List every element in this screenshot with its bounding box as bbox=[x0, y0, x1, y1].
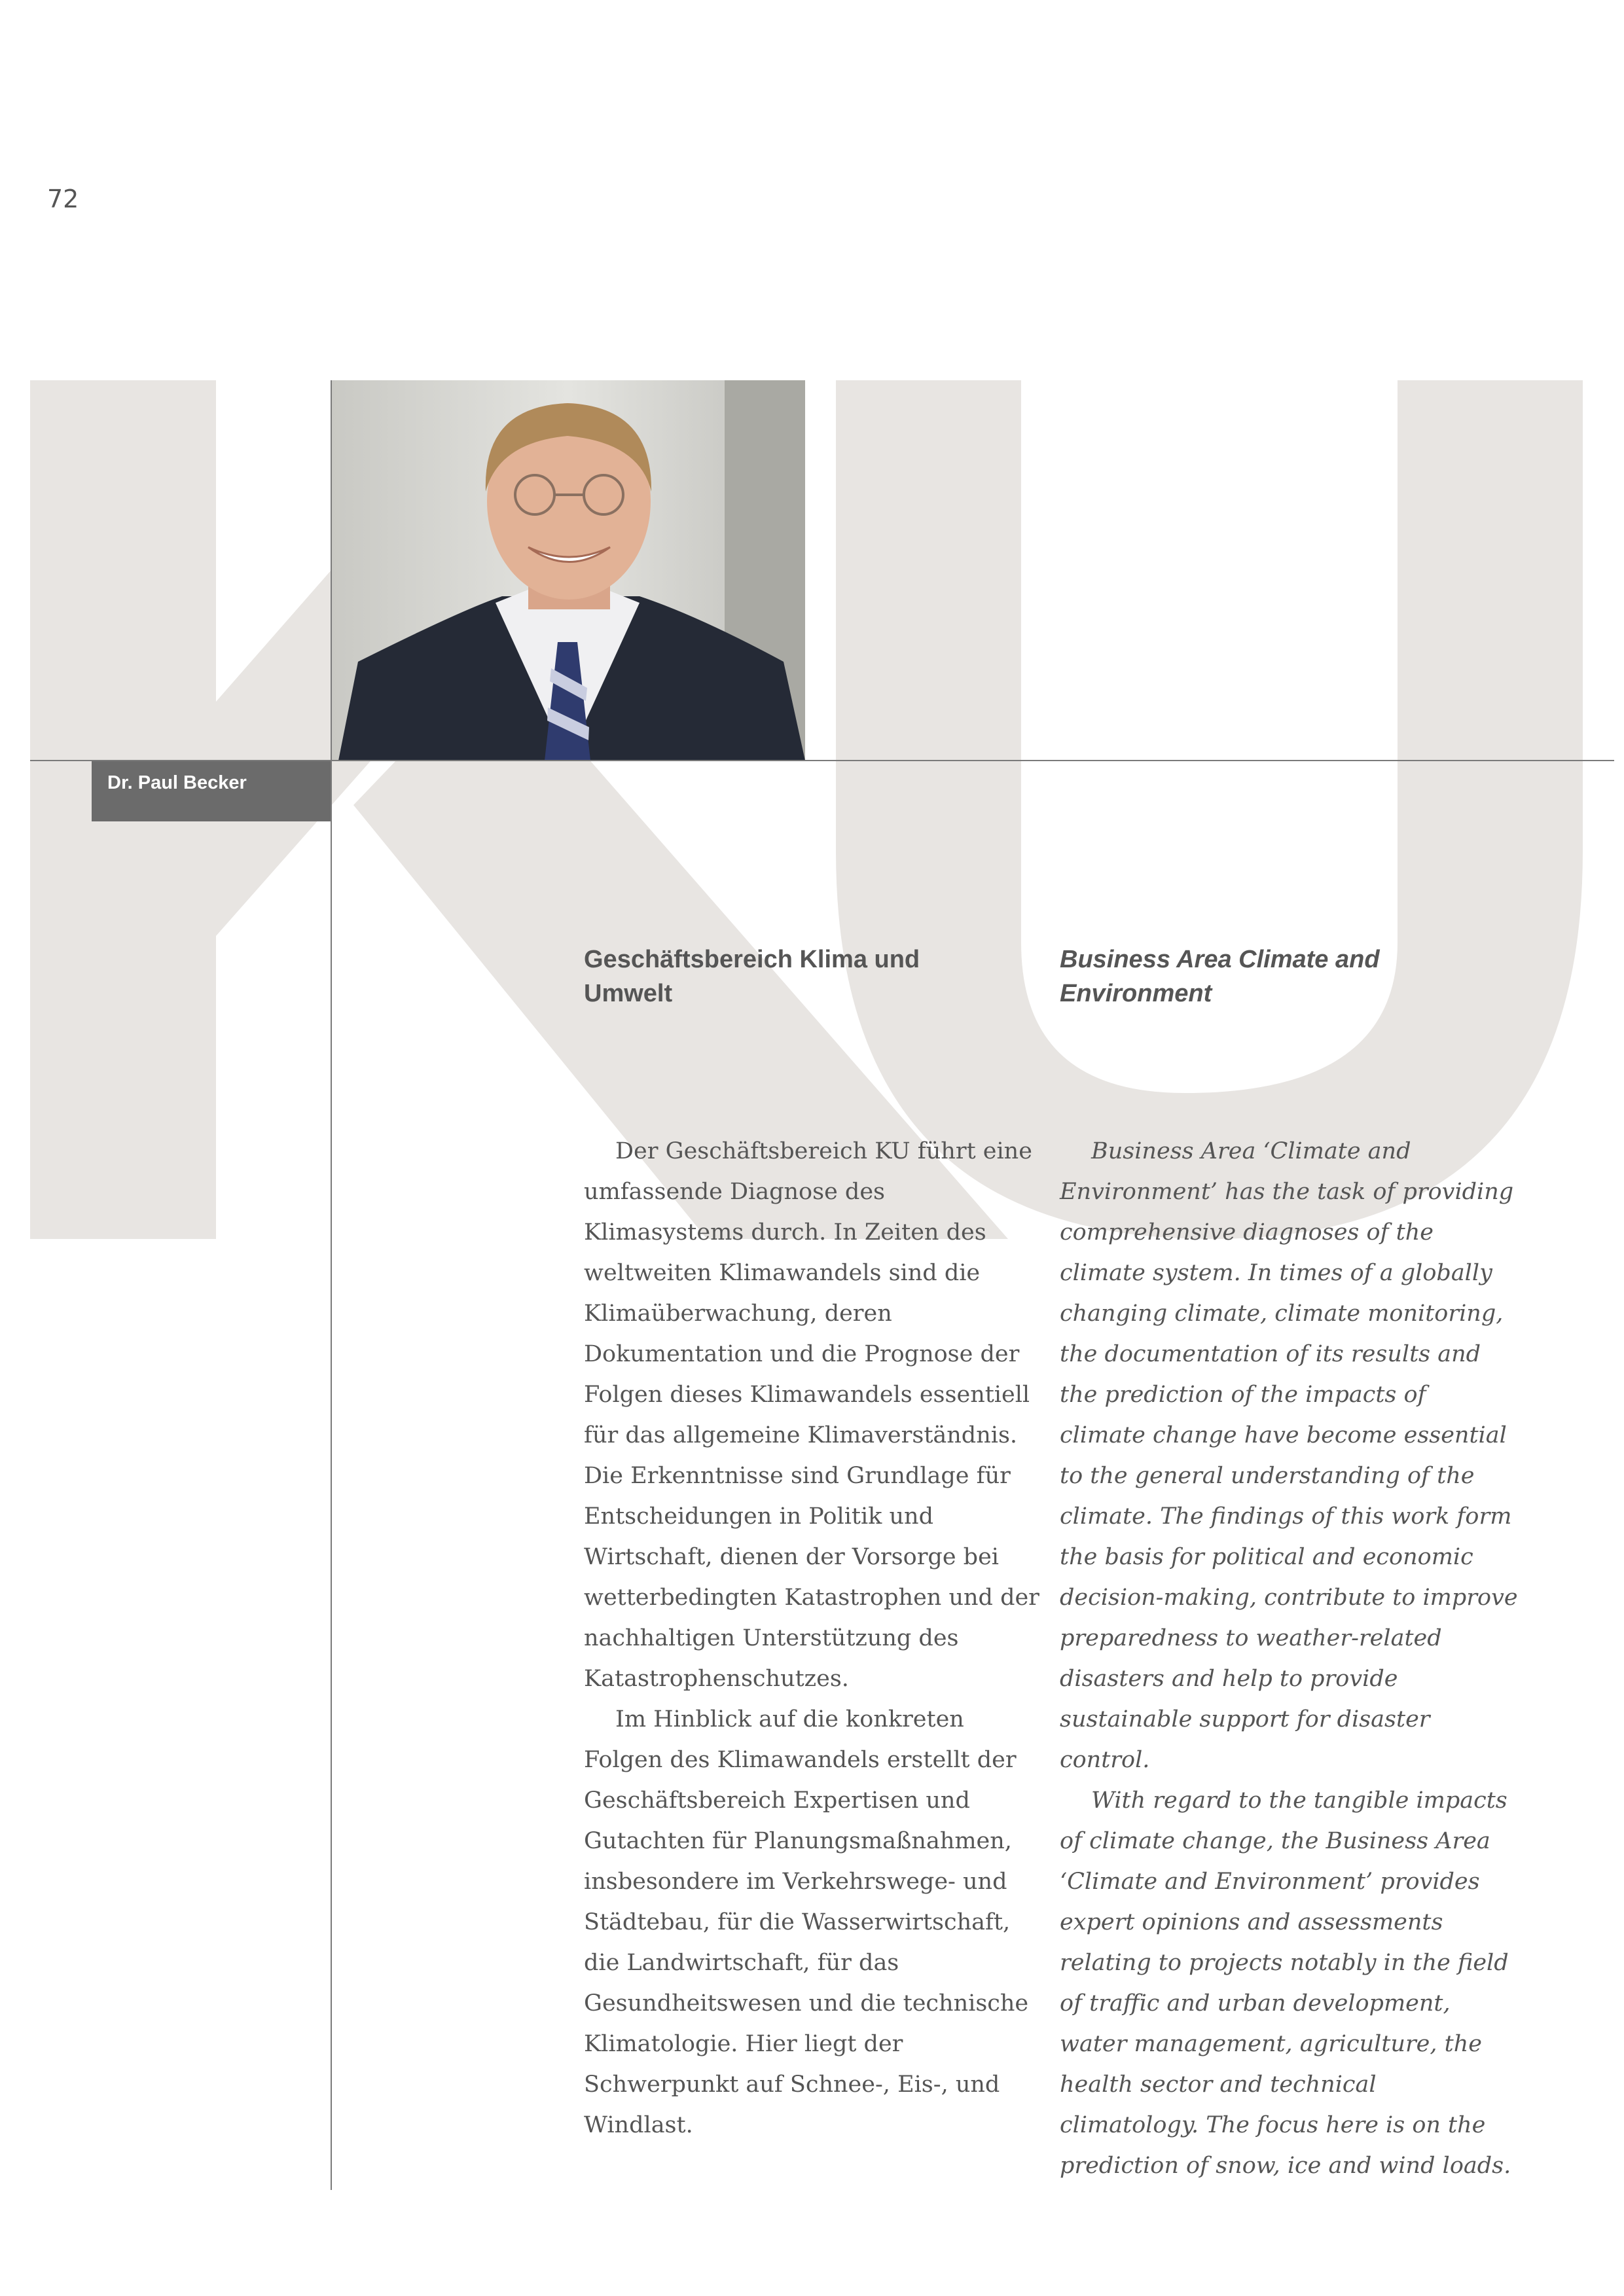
text-column-english bbox=[1060, 1131, 1518, 2186]
heading-english: Business Area Climate and Environment bbox=[1060, 946, 1380, 1007]
paragraph-german-2: Im Hinblick auf die konkreten Folgen des Klimawandels erstellt der Geschäftsbereich Expertisen und Gutachten für Planungsmaßnahmen, insbesondere im Verkehrswege- und Städtebau, für die Wasserwirtschaft, die Landwirtschaft, für das Gesundheitswesen und die technische Klimatologie. Hier liegt der Schwerpunkt auf Schnee-, Eis-, und Windlast. bbox=[584, 1706, 1029, 2138]
paragraph-german-1: Der Geschäftsbereich KU führt eine umfassende Diagnose des Klimasystems durch. In Zeiten des weltweiten Klimawandels sind die Klimaüberwachung, deren Dokumentation und die Prognose der Folgen dieses Klimawandels essentiell für das allgemeine Klimaverständnis. Die Erkenntnisse sind Grundlage für Entscheidungen in Politik und Wirtschaft, dienen der Vorsorge bei wetterbedingten Katastrophen und der nachhaltigen Unterstützung des Katastrophenschutzes. bbox=[584, 1138, 1039, 1692]
letter-u bbox=[836, 380, 1583, 1239]
heading-german: Geschäftsbereich Klima und Umwelt bbox=[584, 946, 920, 1007]
vertical-rule bbox=[331, 380, 332, 2190]
page-number: 72 bbox=[47, 185, 79, 213]
name-caption bbox=[92, 761, 331, 821]
person-name: Dr. Paul Becker bbox=[107, 772, 247, 793]
paragraph-english-2: With regard to the tangible impacts of climate change, the Business Area ‘Climate and Environment’ provides expert opinions and assessments relating to projects notably in the field of traffic and urban development, water management, agriculture, the health sector and technical climatology. The focus here is on the prediction of snow, ice and wind loads. bbox=[1060, 1787, 1511, 2179]
text-column-german bbox=[584, 1131, 1042, 2145]
portrait-photo bbox=[332, 380, 805, 761]
paragraph-english-1: Business Area ‘Climate and Environment’ has the task of providing comprehensive diagnoses of the climate system. In times of a globally changing climate, climate monitoring, the documentation of its results and the prediction of the impacts of climate change have become essential to the general understanding of the climate. The findings of this work form the basis for political and economic decision-making, contribute to improve preparedness to weather-related disasters and help to provide sustainable support for disaster control. bbox=[1060, 1138, 1518, 1773]
